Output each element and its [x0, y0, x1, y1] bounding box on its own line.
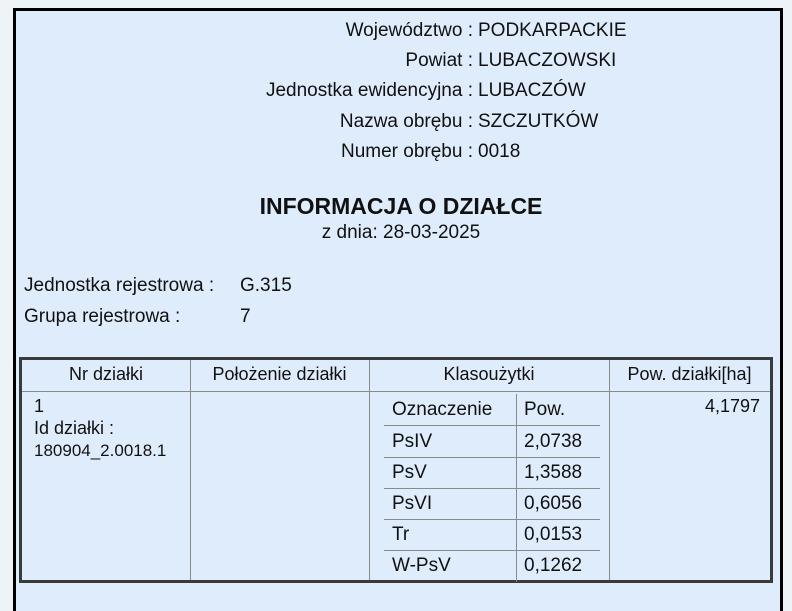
field-label: Nazwa obrębu :	[339, 111, 473, 132]
class-code: PsVI	[392, 493, 433, 514]
column-divider	[369, 360, 370, 580]
parcel-area-value: 4,1797	[704, 396, 760, 416]
header-divider	[22, 391, 770, 392]
header-parcel-number: Nr działki	[68, 364, 143, 384]
class-area: 0,6056	[524, 493, 583, 514]
class-code-header: Oznaczenie	[392, 399, 493, 420]
class-area: 2,0738	[524, 431, 583, 452]
field-label: Województwo :	[345, 20, 473, 41]
header-registry-unit	[16, 79, 780, 103]
registry-group-value: 7	[240, 306, 251, 327]
class-code: Tr	[392, 524, 410, 545]
header-county	[16, 49, 780, 73]
header-parcel-location: Położenie działki	[212, 364, 347, 384]
class-code: PsV	[392, 462, 427, 483]
page-title: INFORMACJA O DZIAŁCE	[259, 193, 543, 219]
field-label: Powiat :	[405, 50, 473, 71]
registry-group-row	[24, 306, 251, 328]
header-voivodeship	[16, 19, 780, 43]
land-class-row	[384, 457, 600, 489]
field-label: Numer obrębu :	[340, 141, 473, 162]
field-value: LUBACZOWSKI	[478, 50, 617, 71]
header-precinct-name	[16, 110, 780, 134]
field-value: PODKARPACKIE	[478, 20, 627, 41]
class-area: 0,1262	[524, 555, 583, 576]
class-area-header: Pow.	[524, 399, 566, 420]
parcel-id-value: 180904_2.0018.1	[34, 441, 167, 460]
parcel-info-document	[13, 8, 783, 611]
class-area: 1,3588	[524, 462, 583, 483]
date-line: z dnia: 28-03-2025	[321, 222, 481, 243]
registry-unit-label: Jednostka rejestrowa :	[24, 275, 215, 296]
field-label: Jednostka ewidencyjna :	[265, 80, 473, 101]
field-value: SZCZUTKÓW	[478, 111, 599, 132]
parcel-table	[19, 357, 773, 583]
land-class-row	[384, 550, 600, 581]
class-code: PsIV	[392, 431, 433, 452]
field-value: 0018	[478, 141, 521, 162]
field-value: LUBACZÓW	[478, 80, 586, 101]
registry-unit-row	[24, 275, 292, 297]
registry-unit-value: G.315	[240, 275, 292, 296]
land-class-row	[384, 519, 600, 551]
column-divider	[190, 360, 191, 580]
subtable-header-row	[384, 394, 600, 426]
land-class-row	[384, 488, 600, 520]
parcel-number: 1	[34, 396, 45, 416]
class-area: 0,0153	[524, 524, 583, 545]
header-land-classes: Klasoużytki	[443, 364, 535, 384]
column-divider	[609, 360, 610, 580]
header-parcel-area: Pow. działki[ha]	[627, 364, 752, 384]
header-precinct-number	[16, 140, 780, 164]
registry-group-label: Grupa rejestrowa :	[24, 306, 181, 327]
land-class-row	[384, 426, 600, 458]
class-code: W-PsV	[392, 555, 451, 576]
parcel-id-label: Id działki :	[34, 418, 115, 438]
